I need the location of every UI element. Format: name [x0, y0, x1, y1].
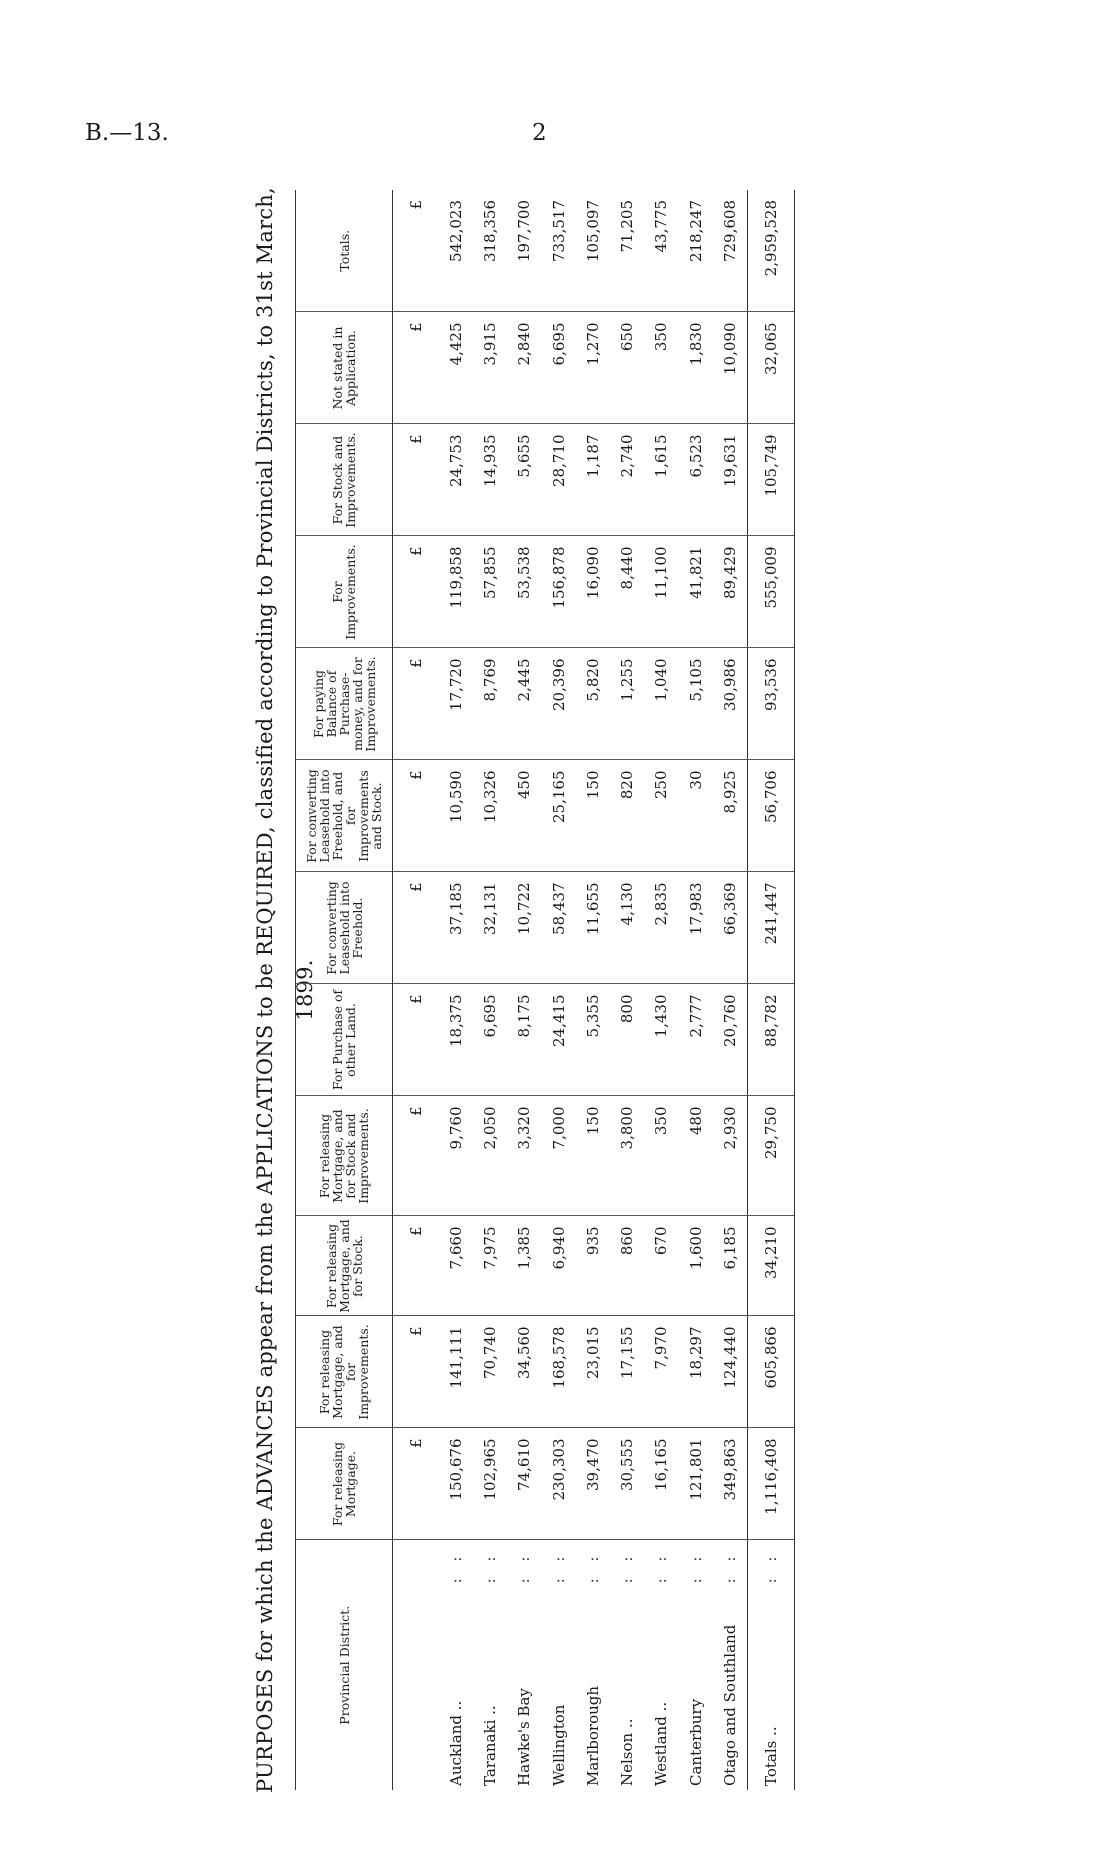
value-cell: 37,185	[439, 872, 473, 984]
leader-dots: : :	[720, 1550, 739, 1584]
column-header: For releasing Mortgage, and for Stock and Improvements.	[296, 1096, 393, 1216]
value-cell: 1,040	[644, 648, 678, 760]
value-cell: 105,097	[576, 190, 610, 312]
value-cell: 6,523	[679, 424, 713, 536]
totals-row	[748, 190, 795, 1790]
column-header: Provincial District.	[296, 1540, 393, 1790]
value-cell: 1,615	[644, 424, 678, 536]
value-cell: 150	[576, 1096, 610, 1216]
value-cell: 230,303	[542, 1428, 576, 1540]
value-cell: 733,517	[542, 190, 576, 312]
value-cell: 2,959,528	[748, 190, 795, 312]
table-row	[713, 190, 748, 1790]
column-header: Not stated in Application.	[296, 312, 393, 424]
value-cell: 30,555	[610, 1428, 644, 1540]
value-cell: 5,820	[576, 648, 610, 760]
rotated-table-area	[245, 180, 805, 1800]
unit-cell: £	[393, 312, 439, 424]
unit-cell: £	[393, 1216, 439, 1316]
value-cell: 16,090	[576, 536, 610, 648]
leader-dots: : :	[481, 1550, 500, 1584]
value-cell: 1,385	[507, 1216, 541, 1316]
value-cell: 20,760	[713, 984, 748, 1096]
district-name: Otago and Southland	[720, 1624, 739, 1786]
value-cell: 9,760	[439, 1096, 473, 1216]
district-name: Wellington	[549, 1704, 568, 1786]
district-name: Canterbury	[686, 1698, 705, 1786]
district-cell	[610, 1540, 644, 1790]
value-cell: 1,187	[576, 424, 610, 536]
value-cell: 20,396	[542, 648, 576, 760]
value-cell: 8,769	[473, 648, 507, 760]
unit-cell: £	[393, 648, 439, 760]
value-cell: 30,986	[713, 648, 748, 760]
leader-dots: : :	[583, 1550, 602, 1584]
leader-dots: : :	[652, 1550, 671, 1584]
value-cell: 18,375	[439, 984, 473, 1096]
value-cell: 1,255	[610, 648, 644, 760]
value-cell: 8,925	[713, 760, 748, 872]
value-cell: 66,369	[713, 872, 748, 984]
value-cell: 43,775	[644, 190, 678, 312]
district-cell	[439, 1540, 473, 1790]
value-cell: 4,130	[610, 872, 644, 984]
value-cell: 24,753	[439, 424, 473, 536]
value-cell: 28,710	[542, 424, 576, 536]
value-cell: 4,425	[439, 312, 473, 424]
unit-cell: £	[393, 760, 439, 872]
district-cell	[507, 1540, 541, 1790]
value-cell: 480	[679, 1096, 713, 1216]
value-cell: 18,297	[679, 1316, 713, 1428]
value-cell: 350	[644, 312, 678, 424]
page-number: 2	[532, 120, 547, 146]
column-header: For releasing Mortgage, and for Stock.	[296, 1216, 393, 1316]
table-row	[507, 190, 541, 1790]
leader-dots: : :	[618, 1550, 637, 1584]
district-cell	[679, 1540, 713, 1790]
value-cell: 17,720	[439, 648, 473, 760]
value-cell: 74,610	[507, 1428, 541, 1540]
value-cell: 2,777	[679, 984, 713, 1096]
value-cell: 3,800	[610, 1096, 644, 1216]
value-cell: 5,655	[507, 424, 541, 536]
value-cell: 53,538	[507, 536, 541, 648]
column-header: For converting Leasehold into Freehold.	[296, 872, 393, 984]
value-cell: 3,915	[473, 312, 507, 424]
value-cell: 7,975	[473, 1216, 507, 1316]
value-cell: 71,205	[610, 190, 644, 312]
value-cell: 58,437	[542, 872, 576, 984]
unit-cell	[393, 1540, 439, 1790]
value-cell: 124,440	[713, 1316, 748, 1428]
value-cell: 7,660	[439, 1216, 473, 1316]
value-cell: 121,801	[679, 1428, 713, 1540]
value-cell: 25,165	[542, 760, 576, 872]
value-cell: 11,655	[576, 872, 610, 984]
value-cell: 8,175	[507, 984, 541, 1096]
unit-cell: £	[393, 1316, 439, 1428]
unit-cell: £	[393, 536, 439, 648]
value-cell: 2,930	[713, 1096, 748, 1216]
value-cell: 1,830	[679, 312, 713, 424]
value-cell: 605,866	[748, 1316, 795, 1428]
value-cell: 1,270	[576, 312, 610, 424]
advances-table	[295, 190, 795, 1790]
value-cell: 102,965	[473, 1428, 507, 1540]
table-row	[473, 190, 507, 1790]
district-name: Marlborough	[583, 1685, 602, 1786]
value-cell: 6,185	[713, 1216, 748, 1316]
district-name: Hawke's Bay	[515, 1688, 534, 1786]
value-cell: 150,676	[439, 1428, 473, 1540]
table-row	[610, 190, 644, 1790]
column-header: For Stock and Improvements.	[296, 424, 393, 536]
district-cell	[576, 1540, 610, 1790]
value-cell: 141,111	[439, 1316, 473, 1428]
value-cell: 30	[679, 760, 713, 872]
value-cell: 119,858	[439, 536, 473, 648]
value-cell: 29,750	[748, 1096, 795, 1216]
value-cell: 10,722	[507, 872, 541, 984]
value-cell: 150	[576, 760, 610, 872]
value-cell: 349,863	[713, 1428, 748, 1540]
value-cell: 6,940	[542, 1216, 576, 1316]
table-row	[644, 190, 678, 1790]
value-cell: 56,706	[748, 760, 795, 872]
district-name: Nelson ..	[618, 1718, 637, 1786]
unit-cell: £	[393, 424, 439, 536]
unit-cell: £	[393, 1096, 439, 1216]
value-cell: 6,695	[473, 984, 507, 1096]
table-caption: PURPOSES for which the ADVANCES appear from the APPLICATIONS to be REQUIRED, classified according to Provincial Districts, to 31st March, 1899.	[253, 187, 317, 1793]
value-cell: 555,009	[748, 536, 795, 648]
value-cell: 3,320	[507, 1096, 541, 1216]
district-name: Westland ..	[652, 1701, 671, 1786]
value-cell: 250	[644, 760, 678, 872]
value-cell: 17,155	[610, 1316, 644, 1428]
unit-cell: £	[393, 1428, 439, 1540]
value-cell: 1,600	[679, 1216, 713, 1316]
value-cell: 2,445	[507, 648, 541, 760]
unit-cell: £	[393, 872, 439, 984]
value-cell: 318,356	[473, 190, 507, 312]
value-cell: 197,700	[507, 190, 541, 312]
value-cell: 57,855	[473, 536, 507, 648]
value-cell: 93,536	[748, 648, 795, 760]
district-name: Totals ..	[762, 1726, 781, 1786]
value-cell: 156,878	[542, 536, 576, 648]
value-cell: 218,247	[679, 190, 713, 312]
value-cell: 1,430	[644, 984, 678, 1096]
value-cell: 19,631	[713, 424, 748, 536]
header-row	[296, 190, 393, 1790]
value-cell: 17,983	[679, 872, 713, 984]
column-header: For releasing Mortgage, and for Improvements.	[296, 1316, 393, 1428]
unit-cell: £	[393, 984, 439, 1096]
value-cell: 2,840	[507, 312, 541, 424]
value-cell: 820	[610, 760, 644, 872]
value-cell: 7,000	[542, 1096, 576, 1216]
value-cell: 32,131	[473, 872, 507, 984]
column-header: For Purchase of other Land.	[296, 984, 393, 1096]
value-cell: 450	[507, 760, 541, 872]
value-cell: 670	[644, 1216, 678, 1316]
value-cell: 70,740	[473, 1316, 507, 1428]
leader-dots: : :	[446, 1550, 465, 1584]
value-cell: 800	[610, 984, 644, 1096]
value-cell: 34,560	[507, 1316, 541, 1428]
value-cell: 24,415	[542, 984, 576, 1096]
district-name: Auckland ..	[446, 1700, 465, 1786]
value-cell: 23,015	[576, 1316, 610, 1428]
value-cell: 860	[610, 1216, 644, 1316]
value-cell: 729,608	[713, 190, 748, 312]
value-cell: 16,165	[644, 1428, 678, 1540]
leader-dots: : :	[762, 1550, 781, 1584]
table-row	[679, 190, 713, 1790]
value-cell: 8,440	[610, 536, 644, 648]
unit-cell: £	[393, 190, 439, 312]
value-cell: 11,100	[644, 536, 678, 648]
leader-dots: : :	[515, 1550, 534, 1584]
value-cell: 5,105	[679, 648, 713, 760]
value-cell: 10,590	[439, 760, 473, 872]
district-cell	[473, 1540, 507, 1790]
value-cell: 10,326	[473, 760, 507, 872]
value-cell: 32,065	[748, 312, 795, 424]
value-cell: 350	[644, 1096, 678, 1216]
value-cell: 542,023	[439, 190, 473, 312]
column-header: For releasing Mortgage.	[296, 1428, 393, 1540]
value-cell: 39,470	[576, 1428, 610, 1540]
value-cell: 105,749	[748, 424, 795, 536]
value-cell: 650	[610, 312, 644, 424]
column-header: Totals.	[296, 190, 393, 312]
column-header: For Improvements.	[296, 536, 393, 648]
district-name: Taranaki ..	[481, 1705, 500, 1786]
value-cell: 6,695	[542, 312, 576, 424]
district-cell	[748, 1540, 795, 1790]
value-cell: 2,740	[610, 424, 644, 536]
value-cell: 2,050	[473, 1096, 507, 1216]
value-cell: 241,447	[748, 872, 795, 984]
district-cell	[644, 1540, 678, 1790]
table-row	[576, 190, 610, 1790]
district-cell	[542, 1540, 576, 1790]
value-cell: 34,210	[748, 1216, 795, 1316]
value-cell: 14,935	[473, 424, 507, 536]
unit-row	[393, 190, 439, 1790]
value-cell: 2,835	[644, 872, 678, 984]
value-cell: 88,782	[748, 984, 795, 1096]
leader-dots: : :	[549, 1550, 568, 1584]
table-row	[542, 190, 576, 1790]
column-header: For paying Balance of Purchase-money, and for Improvements.	[296, 648, 393, 760]
value-cell: 5,355	[576, 984, 610, 1096]
value-cell: 10,090	[713, 312, 748, 424]
value-cell: 89,429	[713, 536, 748, 648]
value-cell: 41,821	[679, 536, 713, 648]
value-cell: 1,116,408	[748, 1428, 795, 1540]
value-cell: 935	[576, 1216, 610, 1316]
column-header: For converting Leasehold into Freehold, and for Improvements and Stock.	[296, 760, 393, 872]
district-cell	[713, 1540, 748, 1790]
table-row	[439, 190, 473, 1790]
value-cell: 168,578	[542, 1316, 576, 1428]
value-cell: 7,970	[644, 1316, 678, 1428]
page-reference: B.—13.	[85, 120, 169, 146]
leader-dots: : :	[686, 1550, 705, 1584]
